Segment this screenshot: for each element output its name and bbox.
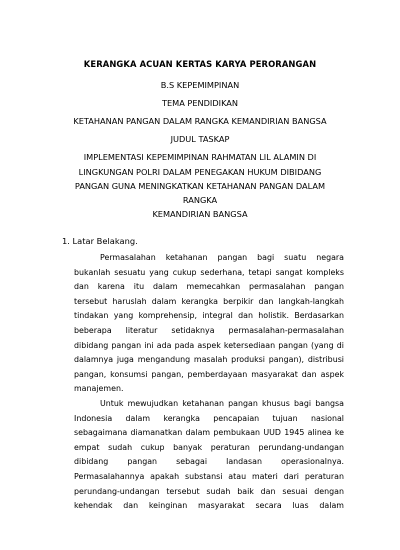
paragraph-line: Indonesia dalam kerangka pencapaian tujuan nasional [74, 413, 344, 423]
paragraph-line: bukanlah sesuatu yang cukup sederhana, tetapi sangat kompleks [74, 267, 344, 277]
paragraph-line: pangan, konsumsi pangan, pemberdayaan masyarakat dan aspek [74, 369, 344, 379]
paragraph-line: perundang-undangan tersebut sudah baik dan sesuai dengan [74, 486, 344, 496]
paragraph-1 [74, 251, 344, 397]
paragraph-line: dan karena itu dalam memecahkan permasalahan pangan [74, 282, 344, 292]
paragraph-line: Untuk mewujudkan ketahanan pangan khusus bagi bangsa [100, 399, 344, 408]
paragraph-line: beberapa literatur setidaknya permasalahan-permasalahan [74, 325, 344, 335]
section-heading: 1. Latar Belakang. [62, 236, 138, 246]
subject-line: B.S KEPEMIMPINAN [160, 80, 240, 90]
theme-value: KETAHANAN PANGAN DALAM RANGKA KEMANDIRIAN BANGSA [73, 116, 327, 126]
theme-label: TEMA PENDIDIKAN [161, 98, 239, 108]
paragraph-2 [74, 397, 344, 514]
taskap-title-line-2: LINGKUNGAN POLRI DALAM PENEGAKAN HUKUM DIBIDANG [78, 167, 322, 177]
title-label: JUDUL TASKAP [170, 134, 230, 144]
paragraph-line: dibidang pangan sebagai landasan operasionalnya. [74, 457, 344, 467]
paragraph-line: dalamnya juga mengandung masalah produksi pangan), distribusi [74, 355, 344, 365]
paragraph-line: Permasalahan ketahanan pangan bagi suatu negara [100, 253, 344, 262]
taskap-title-line-1: IMPLEMENTASI KEPEMIMPINAN RAHMATAN LIL ALAMIN DI [83, 152, 317, 162]
paragraph-line: manajemen. [74, 384, 124, 394]
paragraph-line: tindakan yang komprehensip, integral dan holistik. Berdasarkan [74, 311, 344, 321]
paragraph-line: kehendak dan keinginan masyarakat secara luas dalam [74, 501, 344, 511]
taskap-title-line-3: PANGAN GUNA MENINGKATKAN KETAHANAN PANGAN DALAM [74, 181, 326, 191]
paragraph-line: dibidang pangan ini ada pada aspek ketersediaan pangan (yang di [74, 340, 344, 350]
paragraph-line: Permasalahannya apakah substansi atau materi dari peraturan [74, 471, 344, 481]
paragraph-line: tersebut haruslah dalam kerangka berpikir dan langkah-langkah [74, 296, 344, 306]
taskap-title-line-5: KEMANDIRIAN BANGSA [152, 209, 248, 219]
paragraph-line: empat sudah cukup banyak peraturan perundang-undangan [74, 442, 344, 452]
document-title: KERANGKA ACUAN KERTAS KARYA PERORANGAN [83, 59, 317, 69]
paragraph-line: sebagaimana diamanatkan dalam pembukaan UUD 1945 alinea ke [74, 428, 344, 438]
taskap-title-line-4: RANGKA [182, 195, 218, 205]
